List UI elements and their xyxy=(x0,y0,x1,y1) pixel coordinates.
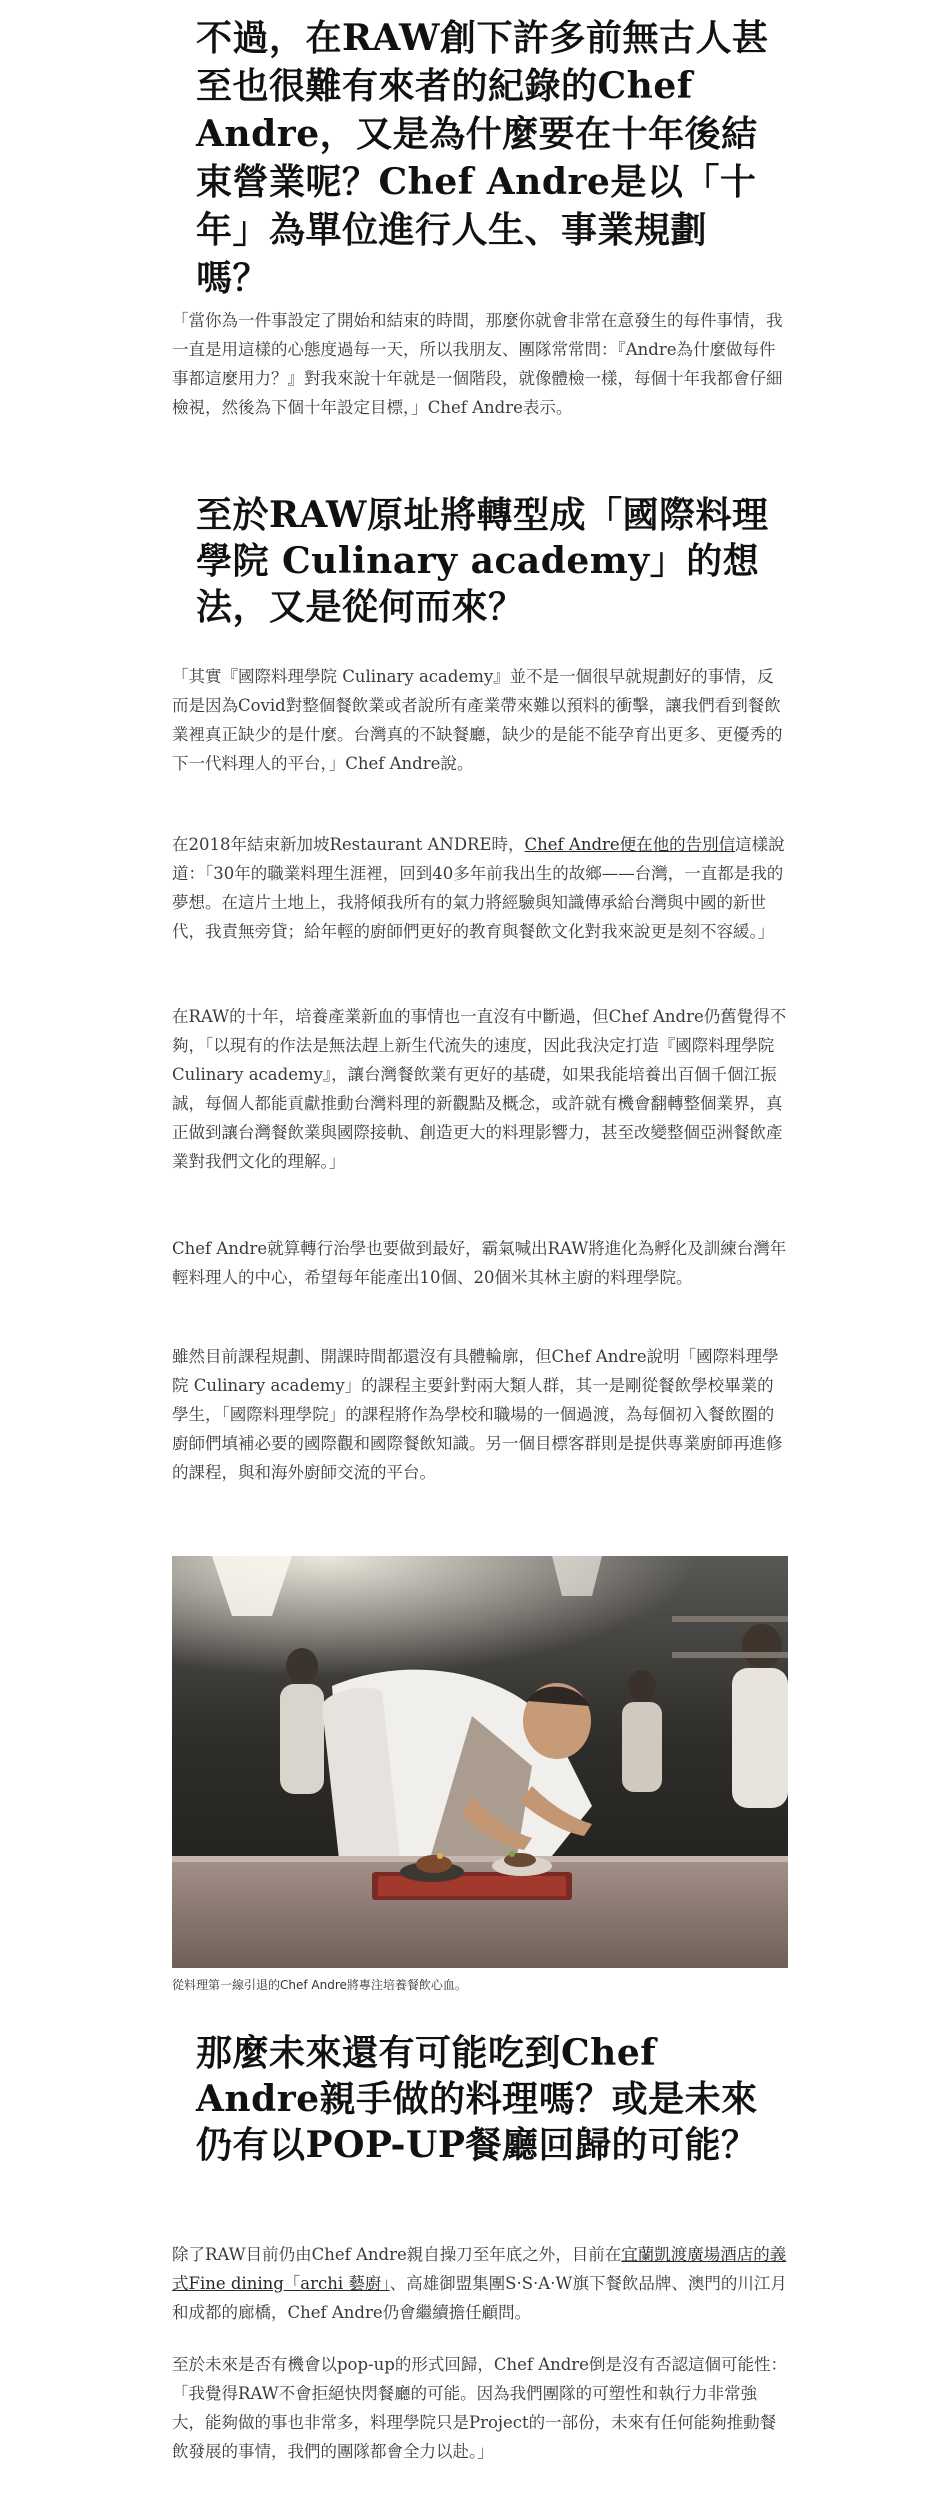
heading-culinary-academy: 至於RAW原址將轉型成「國際料理學院 Culinary academy」的想法，又是從何而來？ xyxy=(196,494,769,628)
heading-future-popup: 那麼未來還有可能吃到Chef Andre親手做的料理嗎？或是未來仍有以POP-UP餐廳回歸的可能？ xyxy=(196,2032,758,2166)
paragraph-curriculum: 雖然目前課程規劃、開課時間都還沒有具體輪廓，但Chef Andre說明「國際料理學院 Culinary academy」的課程主要針對兩大類人群，其一是剛從餐飲學校畢業的學生，「國際料理學院」的課程將作為學校和職場的一個過渡，為每個初入餐飲圈的廚師們填補必要的國際觀和國際餐飲知識。另一個目標客群則是提供專業廚師再進修的課程，與和海外廚師交流的平台。 xyxy=(172,1347,783,1482)
paragraph-text: 在2018年結束新加坡Restaurant ANDRE時， xyxy=(172,835,525,854)
paragraph-popup-future: 至於未來是否有機會以pop-up的形式回歸，Chef Andre倒是沒有否認這個可能性：「我覺得RAW不會拒絕快閃餐廳的可能。因為我們團隊的可塑性和執行力非常強大，能夠做的事也非常多，料理學院只是Project的一部份，未來有任何能夠推動餐飲發展的事情，我們的團隊都會全力以赴。」 xyxy=(172,2355,787,2461)
paragraph-farewell-letter xyxy=(172,830,788,946)
chef-plating-photo xyxy=(172,1556,788,1968)
paragraph-ten-years: 「當你為一件事設定了開始和結束的時間，那麼你就會非常在意發生的每件事情，我一直是用這樣的心態度過每一天，所以我朋友、團隊常常問：『Andre為什麼做每件事都這麼用力？』對我來說十年就是一個階段，就像體檢一樣，每個十年我都會仔細檢視，然後為下個十年設定目標，」Chef Andre表示。 xyxy=(172,311,783,417)
paragraph-academy-origin: 「其實『國際料理學院 Culinary academy』並不是一個很早就規劃好的事情，反而是因為Covid對整個餐飲業或者說所有產業帶來難以預料的衝擊，讓我們看到餐飲業裡真正缺少的是什麼。台灣真的不缺餐廳，缺少的是能不能孕育出更多、更優秀的下一代料理人的平台，」Chef Andre說。 xyxy=(172,667,783,773)
paragraph-consulting xyxy=(172,2240,788,2327)
farewell-letter-link[interactable]: Chef Andre便在他的告別信 xyxy=(524,835,736,854)
paragraph-text: 、高雄御盟集團S‧S‧A‧W旗下餐飲品牌、澳門的川江月和成都的廊橋，Chef Andre仍會繼續擔任顧問。 xyxy=(172,2274,787,2322)
paragraph-incubator: Chef Andre就算轉行治學也要做到最好，霸氣喊出RAW將進化為孵化及訓練台灣年輕料理人的中心，希望每年能產出10個、20個米其林主廚的料理學院。 xyxy=(172,1239,787,1287)
photo-caption: 從料理第一線引退的Chef Andre將專注培養餐飲心血。 xyxy=(172,1978,467,1992)
paragraph-text: 這樣說道：「30年的職業料理生涯裡，回到40多年前我出生的故鄉——台灣，一直都是我的夢想。在這片土地上，我將傾我所有的氣力將經驗與知識傳承給台灣與中國的新世代，我責無旁貸；給年輕的廚師們更好的教育與餐飲文化對我來說更是刻不容緩。」 xyxy=(172,835,785,941)
archi-restaurant-link[interactable]: 宜蘭凱渡廣場酒店的義式Fine dining「archi 藝廚」 xyxy=(172,2245,787,2293)
paragraph-raw-decade: 在RAW的十年，培養產業新血的事情也一直沒有中斷過，但Chef Andre仍舊覺得不夠，「以現有的作法是無法趕上新生代流失的速度，因此我決定打造『國際料理學院 Culinary academy』，讓台灣餐飲業有更好的基礎，如果我能培養出百個千個江振誠，每個人都能貢獻推動台灣料理的新觀點及概念，或許就有機會翻轉整個業界，真正做到讓台灣餐飲業與國際接軌、創造更大的料理影響力，甚至改變整個亞洲餐飲產業對我們文化的理解。」 xyxy=(172,1007,787,1171)
paragraph-text: 除了RAW目前仍由Chef Andre親自操刀至年底之外，目前在 xyxy=(172,2245,622,2264)
heading-why-close: 不過，在RAW創下許多前無古人甚至也很難有來者的紀錄的Chef Andre，又是為什麼要在十年後結束營業呢？Chef Andre是以「十年」為單位進行人生、事業規劃嗎？ xyxy=(196,17,769,299)
